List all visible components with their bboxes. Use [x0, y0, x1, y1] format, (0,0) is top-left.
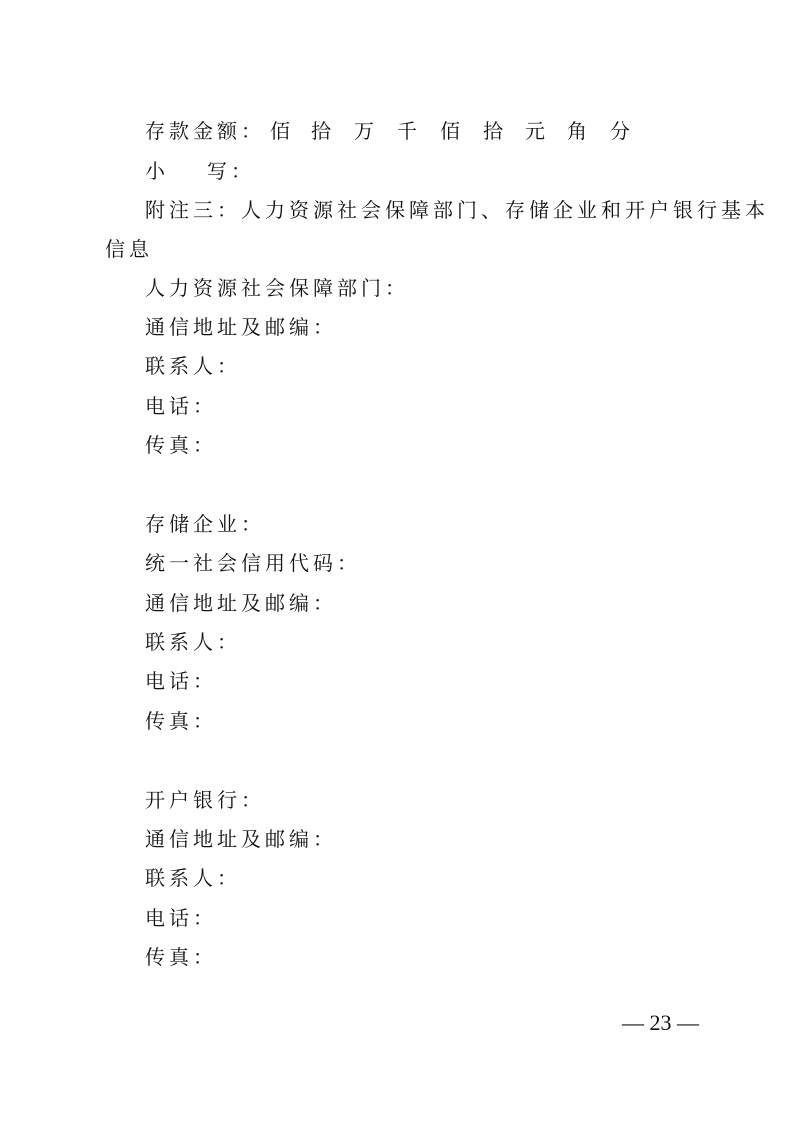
- hr-dept-address: 通信地址及邮编：: [145, 315, 337, 339]
- storage-address: 通信地址及邮编：: [145, 591, 337, 615]
- appendix-title-line-1: 附注三：人力资源社会保障部门、存储企业和开户银行基本: [145, 198, 769, 222]
- unit-yuan: 元: [525, 119, 545, 143]
- unit-qian: 千: [397, 119, 417, 143]
- bank-phone: 电话：: [145, 906, 217, 930]
- unit-bai-2: 佰: [440, 119, 460, 143]
- page-number: — 23 —: [622, 1010, 699, 1035]
- unit-shi-2: 拾: [483, 119, 503, 143]
- appendix-title-line-2: 信息: [105, 237, 153, 261]
- storage-heading: 存储企业：: [145, 512, 265, 536]
- bank-contact: 联系人：: [145, 866, 241, 890]
- lowercase-char-1: 小: [145, 159, 165, 183]
- storage-contact: 联系人：: [145, 630, 241, 654]
- lowercase-char-rest: 写：: [207, 159, 255, 183]
- storage-phone: 电话：: [145, 669, 217, 693]
- hr-dept-contact: 联系人：: [145, 354, 241, 378]
- deposit-amount-label: 存款金额：: [145, 119, 265, 143]
- storage-fax: 传真：: [145, 709, 217, 733]
- unit-shi-1: 拾: [311, 119, 331, 143]
- hr-dept-phone: 电话：: [145, 394, 217, 418]
- hr-dept-fax: 传真：: [145, 433, 217, 457]
- unit-jiao: 角: [567, 119, 587, 143]
- bank-heading: 开户银行：: [145, 788, 265, 812]
- storage-credit-code: 统一社会信用代码：: [145, 551, 361, 575]
- hr-dept-heading: 人力资源社会保障部门：: [145, 276, 409, 300]
- bank-fax: 传真：: [145, 945, 217, 969]
- bank-address: 通信地址及邮编：: [145, 827, 337, 851]
- unit-fen: 分: [610, 119, 630, 143]
- unit-wan: 万: [354, 119, 374, 143]
- unit-bai-1: 佰: [270, 119, 290, 143]
